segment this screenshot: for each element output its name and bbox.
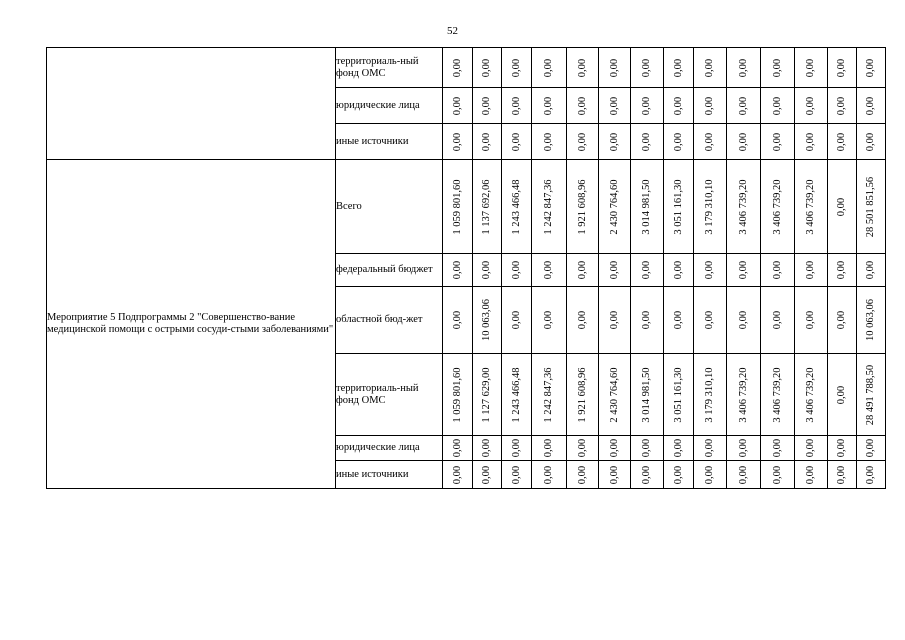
- value-cell: [473, 461, 502, 489]
- value-text: 0,00: [771, 465, 783, 484]
- value-text: 3 051 161,30: [672, 366, 684, 423]
- value-text: 0,00: [672, 260, 684, 280]
- value-cell: [599, 88, 631, 124]
- value-cell: [795, 287, 828, 354]
- value-text: 0,00: [836, 132, 847, 151]
- value-text: 1 127 629,00: [481, 366, 492, 423]
- value-cell: [631, 461, 664, 489]
- value-text: 10 063,06: [865, 299, 876, 341]
- value-text: 3 014 981,50: [641, 178, 652, 235]
- funding-source-cell: иные источники: [336, 461, 443, 489]
- value-text: 0,00: [481, 465, 492, 484]
- value-cell: [599, 287, 631, 354]
- value-cell: [443, 436, 473, 461]
- value-cell: [727, 48, 761, 88]
- value-cell: [473, 354, 502, 436]
- value-text: 0,00: [608, 96, 620, 115]
- value-text: 0,00: [608, 132, 620, 151]
- funding-source-cell: Всего: [336, 160, 443, 254]
- value-text: 0,00: [481, 58, 492, 77]
- value-cell: [664, 48, 694, 88]
- funding-source-cell: юридические лица: [336, 88, 443, 124]
- value-text: 1 242 847,36: [543, 178, 554, 235]
- table-row: [47, 160, 886, 254]
- value-text: 0,00: [451, 310, 463, 330]
- value-cell: [532, 254, 567, 287]
- value-text: 0,00: [510, 260, 522, 280]
- value-cell: [761, 254, 795, 287]
- value-cell: [567, 461, 599, 489]
- value-text: 0,00: [865, 132, 876, 151]
- value-cell: [795, 124, 828, 160]
- value-text: 0,00: [836, 58, 847, 77]
- value-cell: [664, 254, 694, 287]
- value-text: 1 921 608,96: [576, 366, 588, 423]
- value-cell: [599, 160, 631, 254]
- value-cell: [857, 287, 886, 354]
- value-text: 0,00: [737, 58, 749, 77]
- value-cell: [567, 160, 599, 254]
- value-cell: [828, 88, 857, 124]
- value-cell: [443, 88, 473, 124]
- value-text: 0,00: [704, 132, 715, 151]
- value-text: 3 406 739,20: [771, 366, 783, 423]
- value-text: 0,00: [704, 58, 715, 77]
- value-text: 0,00: [608, 310, 620, 330]
- funding-source-cell: территориаль-ный фонд ОМС: [336, 354, 443, 436]
- value-text: 0,00: [481, 260, 492, 280]
- value-text: 0,00: [865, 96, 876, 115]
- value-cell: [631, 160, 664, 254]
- value-text: 0,00: [771, 438, 783, 458]
- value-cell: [828, 461, 857, 489]
- value-text: 0,00: [836, 197, 847, 216]
- value-cell: [857, 48, 886, 88]
- value-cell: [664, 436, 694, 461]
- value-cell: [795, 436, 828, 461]
- value-text: 0,00: [704, 260, 715, 280]
- value-cell: [599, 48, 631, 88]
- value-text: 0,00: [771, 96, 783, 115]
- value-cell: [761, 287, 795, 354]
- value-cell: [828, 436, 857, 461]
- value-text: 0,00: [704, 310, 715, 330]
- value-cell: [502, 436, 532, 461]
- value-text: 3 406 739,20: [737, 366, 749, 423]
- value-text: 0,00: [805, 438, 816, 458]
- value-text: 1 059 801,60: [451, 178, 463, 235]
- value-cell: [443, 287, 473, 354]
- value-text: 0,00: [576, 465, 588, 484]
- value-text: 1 243 466,48: [510, 178, 522, 235]
- value-cell: [473, 48, 502, 88]
- value-text: 0,00: [771, 260, 783, 280]
- value-cell: [727, 461, 761, 489]
- value-cell: [727, 88, 761, 124]
- value-cell: [795, 48, 828, 88]
- value-text: 0,00: [771, 58, 783, 77]
- value-text: 0,00: [576, 260, 588, 280]
- value-cell: [532, 48, 567, 88]
- value-text: 0,00: [543, 132, 554, 151]
- value-cell: [567, 287, 599, 354]
- funding-source-cell: областной бюд-жет: [336, 287, 443, 354]
- value-text: 0,00: [641, 260, 652, 280]
- value-cell: [502, 160, 532, 254]
- value-cell: [473, 436, 502, 461]
- value-text: 0,00: [641, 132, 652, 151]
- value-text: 3 179 310,10: [704, 366, 715, 423]
- value-text: 0,00: [510, 310, 522, 330]
- value-text: 0,00: [865, 58, 876, 77]
- value-text: 0,00: [543, 260, 554, 280]
- value-text: 0,00: [836, 438, 847, 458]
- value-text: 0,00: [672, 58, 684, 77]
- value-cell: [795, 254, 828, 287]
- value-text: 0,00: [836, 465, 847, 484]
- value-cell: [532, 160, 567, 254]
- value-text: 0,00: [451, 96, 463, 115]
- value-text: 1 137 692,06: [481, 178, 492, 235]
- value-cell: [532, 287, 567, 354]
- value-text: 0,00: [865, 260, 876, 280]
- value-text: 3 014 981,50: [641, 366, 652, 423]
- value-text: 0,00: [836, 310, 847, 330]
- value-text: 0,00: [481, 132, 492, 151]
- value-text: 0,00: [737, 96, 749, 115]
- value-cell: [761, 124, 795, 160]
- value-text: 0,00: [543, 465, 554, 484]
- value-cell: [473, 287, 502, 354]
- value-cell: [761, 354, 795, 436]
- value-text: 0,00: [451, 260, 463, 280]
- value-text: 0,00: [576, 96, 588, 115]
- value-text: 3 406 739,20: [737, 178, 749, 235]
- value-cell: [795, 160, 828, 254]
- value-cell: [631, 124, 664, 160]
- value-text: 0,00: [543, 58, 554, 77]
- value-cell: [502, 88, 532, 124]
- value-text: 0,00: [672, 132, 684, 151]
- value-text: 0,00: [543, 310, 554, 330]
- value-cell: [599, 461, 631, 489]
- value-cell: [599, 354, 631, 436]
- value-text: 0,00: [672, 465, 684, 484]
- value-text: 0,00: [510, 438, 522, 458]
- value-cell: [502, 48, 532, 88]
- value-cell: [502, 354, 532, 436]
- value-cell: [532, 354, 567, 436]
- value-cell: [631, 354, 664, 436]
- value-cell: [828, 124, 857, 160]
- value-text: 0,00: [608, 58, 620, 77]
- value-text: 0,00: [672, 96, 684, 115]
- value-cell: [694, 254, 727, 287]
- funding-source-cell: территориаль-ный фонд ОМС: [336, 48, 443, 88]
- value-text: 0,00: [836, 260, 847, 280]
- value-text: 0,00: [771, 132, 783, 151]
- value-cell: [694, 287, 727, 354]
- value-text: 28 491 788,50: [865, 364, 876, 425]
- value-text: 2 430 764,60: [608, 366, 620, 423]
- value-text: 0,00: [543, 438, 554, 458]
- value-cell: [631, 287, 664, 354]
- value-text: 0,00: [805, 310, 816, 330]
- value-text: 0,00: [451, 465, 463, 484]
- value-cell: [727, 124, 761, 160]
- value-text: 0,00: [576, 132, 588, 151]
- value-text: 0,00: [481, 96, 492, 115]
- value-cell: [473, 124, 502, 160]
- funding-source-cell: иные источники: [336, 124, 443, 160]
- value-text: 0,00: [805, 260, 816, 280]
- value-text: 0,00: [865, 438, 876, 458]
- value-cell: [567, 124, 599, 160]
- value-text: 0,00: [510, 132, 522, 151]
- value-cell: [828, 354, 857, 436]
- value-text: 0,00: [737, 438, 749, 458]
- value-cell: [664, 88, 694, 124]
- value-cell: [727, 254, 761, 287]
- value-cell: [795, 461, 828, 489]
- value-cell: [857, 160, 886, 254]
- value-text: 0,00: [737, 465, 749, 484]
- value-cell: [828, 254, 857, 287]
- value-cell: [857, 254, 886, 287]
- value-cell: [795, 354, 828, 436]
- value-text: 0,00: [576, 438, 588, 458]
- value-cell: [502, 254, 532, 287]
- value-text: 0,00: [451, 438, 463, 458]
- value-text: 0,00: [836, 385, 847, 404]
- value-text: 3 406 739,20: [805, 178, 816, 235]
- value-text: 0,00: [771, 310, 783, 330]
- value-cell: [857, 461, 886, 489]
- value-cell: [502, 461, 532, 489]
- value-cell: [727, 436, 761, 461]
- value-cell: [828, 160, 857, 254]
- value-cell: [727, 160, 761, 254]
- value-cell: [664, 461, 694, 489]
- value-text: 0,00: [737, 310, 749, 330]
- value-text: 3 179 310,10: [704, 178, 715, 235]
- value-cell: [664, 354, 694, 436]
- value-cell: [828, 48, 857, 88]
- value-text: 0,00: [641, 438, 652, 458]
- value-cell: [443, 254, 473, 287]
- value-text: 1 059 801,60: [451, 366, 463, 423]
- value-cell: [567, 354, 599, 436]
- value-text: 0,00: [704, 465, 715, 484]
- value-text: 0,00: [576, 58, 588, 77]
- value-text: 0,00: [737, 132, 749, 151]
- value-cell: [599, 254, 631, 287]
- value-text: 0,00: [510, 58, 522, 77]
- value-cell: [727, 287, 761, 354]
- value-cell: [473, 88, 502, 124]
- value-cell: [631, 48, 664, 88]
- value-text: 0,00: [451, 132, 463, 151]
- value-text: 0,00: [672, 310, 684, 330]
- value-text: 28 501 851,56: [865, 176, 876, 237]
- value-cell: [599, 436, 631, 461]
- value-text: 0,00: [510, 465, 522, 484]
- value-text: 0,00: [641, 465, 652, 484]
- funding-table: [46, 47, 886, 489]
- value-text: 0,00: [737, 260, 749, 280]
- value-cell: [795, 88, 828, 124]
- value-cell: [761, 461, 795, 489]
- value-cell: [857, 354, 886, 436]
- value-cell: [532, 461, 567, 489]
- value-cell: [631, 254, 664, 287]
- value-text: 0,00: [608, 465, 620, 484]
- value-text: 0,00: [608, 260, 620, 280]
- value-text: 3 406 739,20: [805, 366, 816, 423]
- measure-description: Мероприятие 5 Подпрограммы 2 "Совершенство-вание медицинской помощи с острыми сосуди-стыми заболеваниями": [47, 160, 336, 489]
- value-cell: [761, 160, 795, 254]
- value-cell: [443, 354, 473, 436]
- value-cell: [502, 287, 532, 354]
- value-cell: [443, 48, 473, 88]
- value-text: 10 063,06: [481, 299, 492, 341]
- value-cell: [443, 461, 473, 489]
- value-text: 0,00: [805, 465, 816, 484]
- value-cell: [694, 124, 727, 160]
- funding-source-cell: федеральный бюджет: [336, 254, 443, 287]
- value-text: 0,00: [805, 132, 816, 151]
- value-text: 0,00: [672, 438, 684, 458]
- value-cell: [727, 354, 761, 436]
- value-cell: [664, 124, 694, 160]
- funding-source-cell: юридические лица: [336, 436, 443, 461]
- value-cell: [631, 436, 664, 461]
- value-cell: [694, 461, 727, 489]
- value-cell: [664, 287, 694, 354]
- value-cell: [599, 124, 631, 160]
- value-text: 3 406 739,20: [771, 178, 783, 235]
- value-text: 0,00: [481, 438, 492, 458]
- value-cell: [761, 436, 795, 461]
- value-cell: [857, 88, 886, 124]
- value-cell: [694, 88, 727, 124]
- value-text: 0,00: [641, 58, 652, 77]
- value-cell: [631, 88, 664, 124]
- value-cell: [443, 160, 473, 254]
- value-cell: [567, 48, 599, 88]
- value-text: 3 051 161,30: [672, 178, 684, 235]
- value-cell: [828, 287, 857, 354]
- value-text: 0,00: [641, 310, 652, 330]
- value-text: 1 242 847,36: [543, 366, 554, 423]
- value-cell: [532, 436, 567, 461]
- value-text: 0,00: [641, 96, 652, 115]
- value-cell: [502, 124, 532, 160]
- value-text: 0,00: [704, 96, 715, 115]
- funding-table-body: [47, 48, 886, 489]
- value-cell: [443, 124, 473, 160]
- value-text: 1 243 466,48: [510, 366, 522, 423]
- value-text: 0,00: [451, 58, 463, 77]
- value-cell: [694, 436, 727, 461]
- value-cell: [473, 254, 502, 287]
- value-cell: [567, 436, 599, 461]
- value-cell: [532, 88, 567, 124]
- value-text: 0,00: [543, 96, 554, 115]
- value-text: 0,00: [510, 96, 522, 115]
- value-cell: [567, 88, 599, 124]
- value-text: 0,00: [805, 58, 816, 77]
- value-cell: [761, 88, 795, 124]
- value-text: 0,00: [836, 96, 847, 115]
- value-text: 0,00: [805, 96, 816, 115]
- value-cell: [664, 160, 694, 254]
- value-text: 2 430 764,60: [608, 178, 620, 235]
- value-cell: [473, 160, 502, 254]
- value-text: 0,00: [576, 310, 588, 330]
- value-cell: [761, 48, 795, 88]
- value-cell: [857, 124, 886, 160]
- value-text: 0,00: [608, 438, 620, 458]
- value-cell: [532, 124, 567, 160]
- value-cell: [694, 48, 727, 88]
- measure-description: [47, 48, 336, 160]
- page-number: 52: [447, 25, 458, 37]
- value-cell: [694, 160, 727, 254]
- value-text: 1 921 608,96: [576, 178, 588, 235]
- value-cell: [567, 254, 599, 287]
- value-text: 0,00: [704, 438, 715, 458]
- table-row: [47, 48, 886, 88]
- value-cell: [857, 436, 886, 461]
- value-text: 0,00: [865, 465, 876, 484]
- value-cell: [694, 354, 727, 436]
